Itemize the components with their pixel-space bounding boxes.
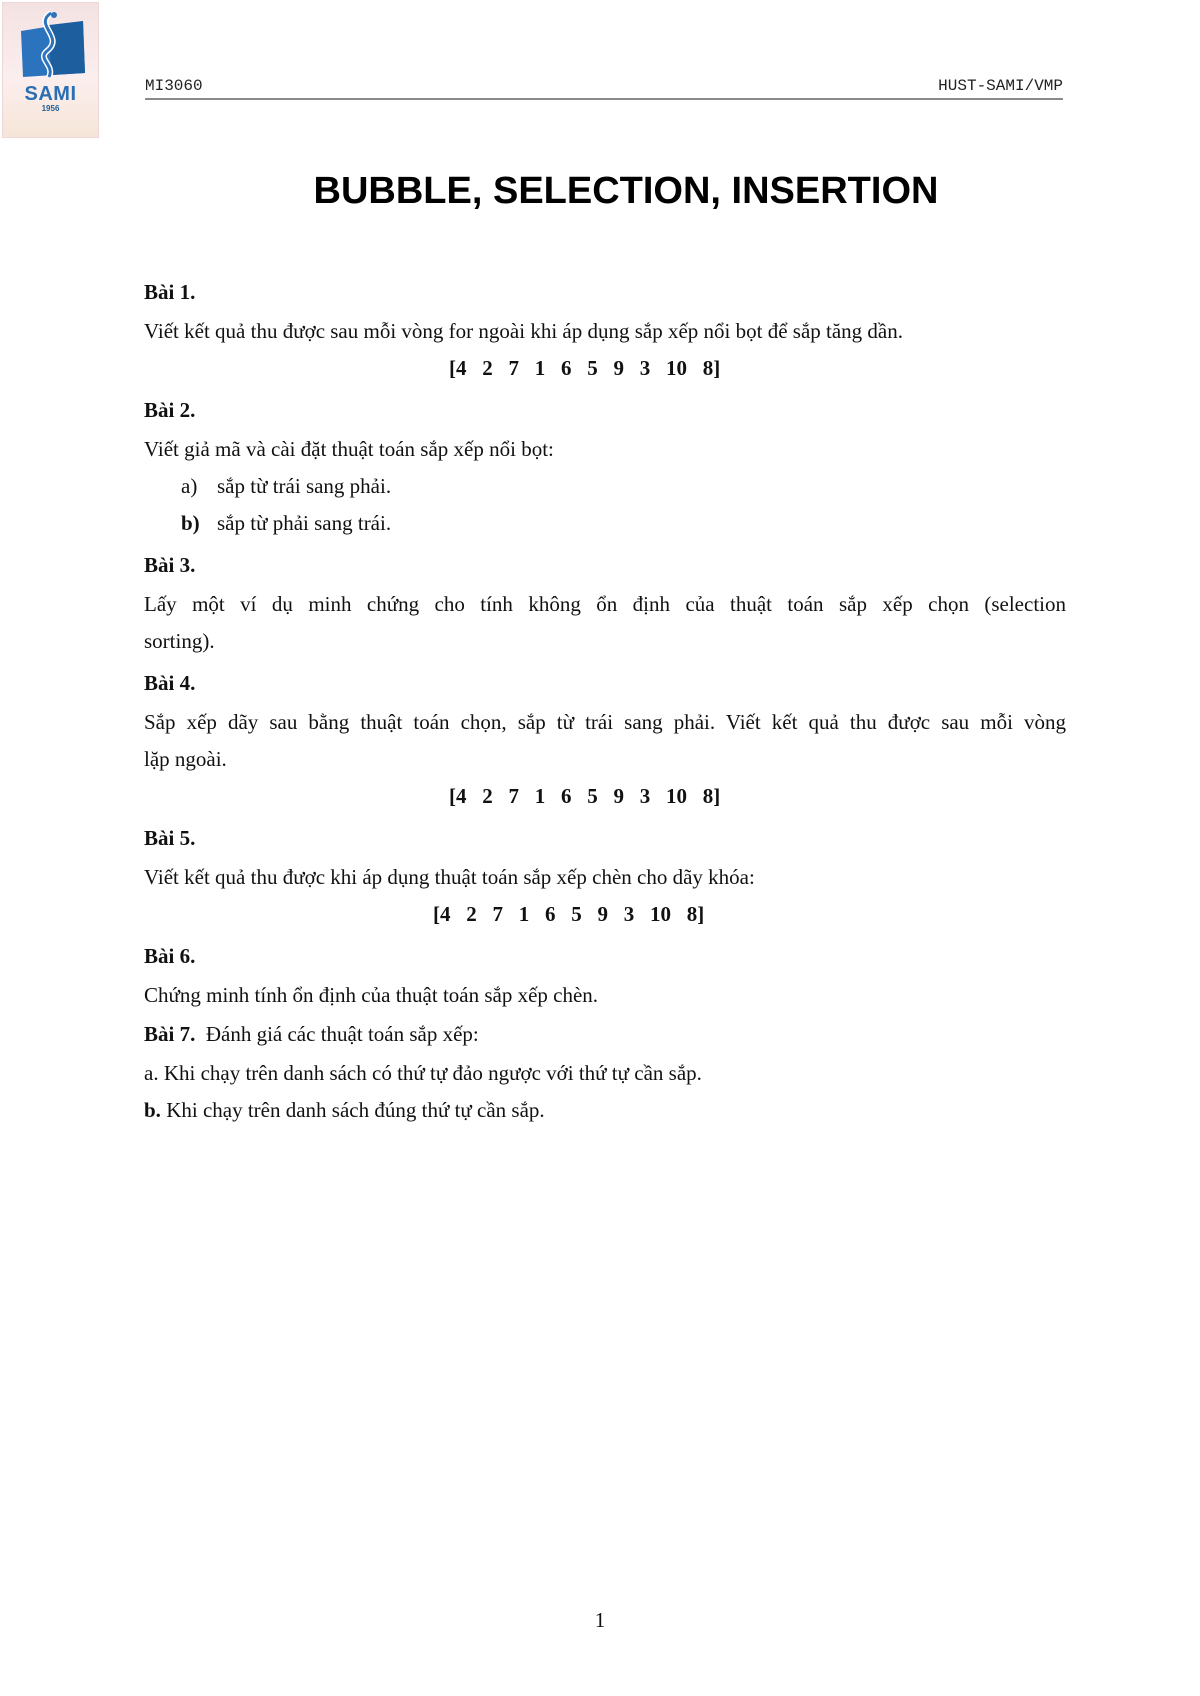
exercise-2-heading: Bài 2. — [144, 398, 196, 422]
exercise-3-heading: Bài 3. — [144, 553, 196, 577]
page-title: BUBBLE, SELECTION, INSERTION — [313, 170, 939, 212]
exercise-2-item-a — [181, 474, 391, 499]
exercise-5-heading: Bài 5. — [144, 826, 196, 850]
exercise-6-text: Chứng minh tính ổn định của thuật toán sắp xếp chèn. — [144, 983, 599, 1007]
exercise-1-text: Viết kết quả thu được sau mỗi vòng for ngoài khi áp dụng sắp xếp nổi bọt để sắp tăng dần. — [144, 319, 903, 343]
item-label: b. — [144, 1098, 161, 1122]
exercise-5-array: [4 2 7 1 6 5 9 3 10 8] — [433, 902, 705, 926]
exercise-4-text-line2: lặp ngoài. — [144, 747, 227, 771]
logo-name: SAMI — [24, 83, 77, 105]
item-label: a) — [181, 474, 198, 498]
page-header — [145, 72, 1063, 100]
exercise-7-heading: Bài 7. — [144, 1022, 196, 1046]
institution-code: HUST-SAMI/VMP — [938, 77, 1063, 95]
exercise-5-text: Viết kết quả thu được khi áp dụng thuật toán sắp xếp chèn cho dãy khóa: — [144, 865, 755, 889]
logo-year: 1956 — [41, 104, 60, 113]
item-label: b) — [181, 511, 200, 535]
exercise-7-item-b — [144, 1098, 545, 1123]
item-text: Khi chạy trên danh sách đúng thứ tự cần sắp. — [166, 1098, 545, 1122]
exercise-4-text-line1: Sắp xếp dãy sau bằng thuật toán chọn, sắp từ trái sang phải. Viết kết quả thu được sau mỗi vòng — [144, 710, 1066, 734]
exercise-2-text: Viết giả mã và cài đặt thuật toán sắp xếp nổi bọt: — [144, 437, 554, 461]
exercise-7-text: Đánh giá các thuật toán sắp xếp: — [205, 1022, 479, 1046]
exercise-7-item-a — [144, 1061, 702, 1086]
exercise-2-item-b — [181, 511, 391, 536]
sami-logo — [2, 2, 99, 138]
exercise-3-text-line2: sorting). — [144, 629, 215, 653]
page-number: 1 — [594, 1608, 606, 1632]
exercise-3-text-line1: Lấy một ví dụ minh chứng cho tính không ổn định của thuật toán sắp xếp chọn (selection — [144, 592, 1066, 616]
exercise-7-line — [144, 1022, 479, 1047]
exercise-4-heading: Bài 4. — [144, 671, 196, 695]
item-label: a. — [144, 1061, 159, 1085]
exercise-1-array: [4 2 7 1 6 5 9 3 10 8] — [449, 356, 721, 380]
sami-emblem-icon — [3, 3, 98, 137]
course-code: MI3060 — [145, 77, 203, 95]
item-text: Khi chạy trên danh sách có thứ tự đảo ngược với thứ tự cần sắp. — [163, 1061, 702, 1085]
exercise-1-heading: Bài 1. — [144, 280, 196, 304]
item-text: sắp từ phải sang trái. — [217, 511, 392, 535]
item-text: sắp từ trái sang phải. — [217, 474, 392, 498]
exercise-6-heading: Bài 6. — [144, 944, 196, 968]
exercise-4-array: [4 2 7 1 6 5 9 3 10 8] — [449, 784, 721, 808]
